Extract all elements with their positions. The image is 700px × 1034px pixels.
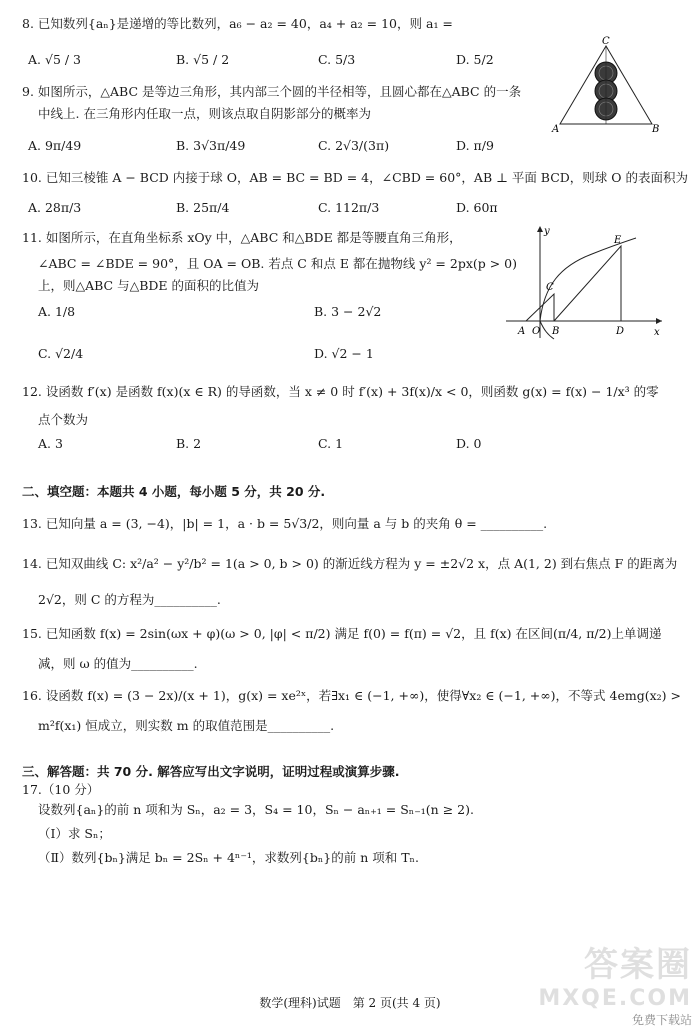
- q9-triangle-figure: [548, 36, 664, 136]
- q11-label-c: C: [546, 282, 554, 293]
- q12-option-c: C. 1: [318, 436, 344, 451]
- q11-label-o: O: [532, 326, 541, 337]
- q10-option-b: B. 25π/4: [176, 200, 230, 215]
- q14-stem-line2: 2√2，则 C 的方程为__________.: [38, 592, 221, 607]
- q9-stem-line1: 9. 如图所示，△ABC 是等边三角形，其内部三个圆的半径相等，且圆心都在△ABC 的一条: [22, 84, 522, 99]
- q11-triangle-bde: [554, 246, 621, 321]
- q8-stem: 8. 已知数列{aₙ}是递增的等比数列，a₆ − a₂ = 40，a₄ + a₂ = 10，则 a₁ =: [22, 16, 453, 31]
- q11-stem-line3: 上，则△ABC 与△BDE 的面积的比值为: [38, 278, 260, 293]
- q17-part2: （Ⅱ）数列{bₙ}满足 bₙ = 2Sₙ + 4ⁿ⁻¹，求数列{bₙ}的前 n 项和 Tₙ.: [38, 850, 419, 865]
- q17-heading: 17.（10 分）: [22, 782, 100, 797]
- q10-stem: 10. 已知三棱锥 A − BCD 内接于球 O，AB = BC = BD = 4，∠CBD = 60°，AB ⊥ 平面 BCD，则球 O 的表面积为: [22, 170, 688, 185]
- q11-label-x: x: [654, 327, 660, 338]
- watermark-brand: MXQE.COM: [538, 986, 692, 1011]
- q8-option-d: D. 5/2: [456, 52, 494, 67]
- section2-heading: 二、填空题：本题共 4 小题，每小题 5 分，共 20 分.: [22, 484, 326, 499]
- q12-option-b: B. 2: [176, 436, 202, 451]
- section3-heading: 三、解答题：共 70 分. 解答应写出文字说明，证明过程或演算步骤.: [22, 764, 400, 779]
- q9-label-c: C: [602, 36, 610, 47]
- q15-stem-line2: 减，则 ω 的值为__________.: [38, 656, 198, 671]
- q9-stem-line2: 中线上. 在三角形内任取一点，则该点取自阴影部分的概率为: [38, 106, 371, 121]
- q10-option-d: D. 60π: [456, 200, 498, 215]
- q11-option-a: A. 1/8: [38, 304, 76, 319]
- q9-option-b: B. 3√3π/49: [176, 138, 246, 153]
- q11-option-b: B. 3 − 2√2: [314, 304, 382, 319]
- page-footer: 数学(理科)试题 第 2 页(共 4 页): [259, 996, 441, 1010]
- q14-stem-line1: 14. 已知双曲线 C: x²/a² − y²/b² = 1(a > 0, b > 0) 的渐近线方程为 y = ±2√2 x，点 A(1, 2) 到右焦点 F 的距离为: [22, 556, 678, 571]
- q11-stem-line1: 11. 如图所示，在直角坐标系 xOy 中，△ABC 和△BDE 都是等腰直角三角形，: [22, 230, 462, 245]
- watermark-logo: 答案圈: [584, 945, 692, 985]
- q16-stem-line1: 16. 设函数 f(x) = (3 − 2x)/(x + 1)，g(x) = xe²ˣ，若∃x₁ ∈ (−1, +∞)，使得∀x₂ ∈ (−1, +∞)，不等式 4emg(x₂) >: [22, 688, 681, 703]
- q11-label-a: A: [518, 326, 526, 337]
- q17-stem: 设数列{aₙ}的前 n 项和为 Sₙ，a₂ = 3，S₄ = 10，Sₙ − aₙ₊₁ = Sₙ₋₁(n ≥ 2).: [38, 802, 474, 817]
- q11-option-d: D. √2 − 1: [314, 346, 374, 361]
- q11-label-b: B: [552, 326, 560, 337]
- q11-label-y: y: [544, 226, 550, 237]
- q12-stem-line1: 12. 设函数 f′(x) 是函数 f(x)(x ∈ R) 的导函数，当 x ≠ 0 时 f′(x) + 3f(x)/x < 0，则函数 g(x) = f(x) − 1/x³ 的零: [22, 384, 659, 399]
- q11-option-c: C. √2/4: [38, 346, 84, 361]
- q9-label-b: B: [652, 124, 660, 135]
- q11-coordinate-figure: [500, 222, 670, 342]
- q11-label-e: E: [614, 235, 622, 246]
- q15-stem-line1: 15. 已知函数 f(x) = 2sin(ωx + φ)(ω > 0, |φ| < π/2) 满足 f(0) = f(π) = √2，且 f(x) 在区间(π/4, π/2)上单调递: [22, 626, 662, 641]
- q9-option-c: C. 2√3/(3π): [318, 138, 390, 153]
- q17-part1: （Ⅰ）求 Sₙ；: [38, 826, 111, 841]
- q10-option-c: C. 112π/3: [318, 200, 380, 215]
- q11-label-d: D: [616, 326, 625, 337]
- q9-label-a: A: [552, 124, 560, 135]
- watermark: [538, 937, 692, 1028]
- q8-option-c: C. 5/3: [318, 52, 356, 67]
- q8-option-a: A. √5 / 3: [28, 52, 82, 67]
- q16-stem-line2: m²f(x₁) 恒成立，则实数 m 的取值范围是__________.: [38, 718, 335, 733]
- q12-option-a: A. 3: [38, 436, 63, 451]
- q12-option-d: D. 0: [456, 436, 482, 451]
- watermark-caption: 免费下载站: [631, 1013, 692, 1027]
- q11-stem-line2: ∠ABC = ∠BDE = 90°，且 OA = OB. 若点 C 和点 E 都在抛物线 y² = 2px(p > 0): [38, 256, 518, 271]
- q9-option-d: D. π/9: [456, 138, 494, 153]
- q10-option-a: A. 28π/3: [28, 200, 82, 215]
- q8-option-b: B. √5 / 2: [176, 52, 230, 67]
- q13-stem: 13. 已知向量 a = (3, −4)，|b| = 1，a · b = 5√3/2，则向量 a 与 b 的夹角 θ = __________.: [22, 516, 548, 531]
- q12-stem-line2: 点个数为: [38, 412, 89, 427]
- q9-option-a: A. 9π/49: [28, 138, 82, 153]
